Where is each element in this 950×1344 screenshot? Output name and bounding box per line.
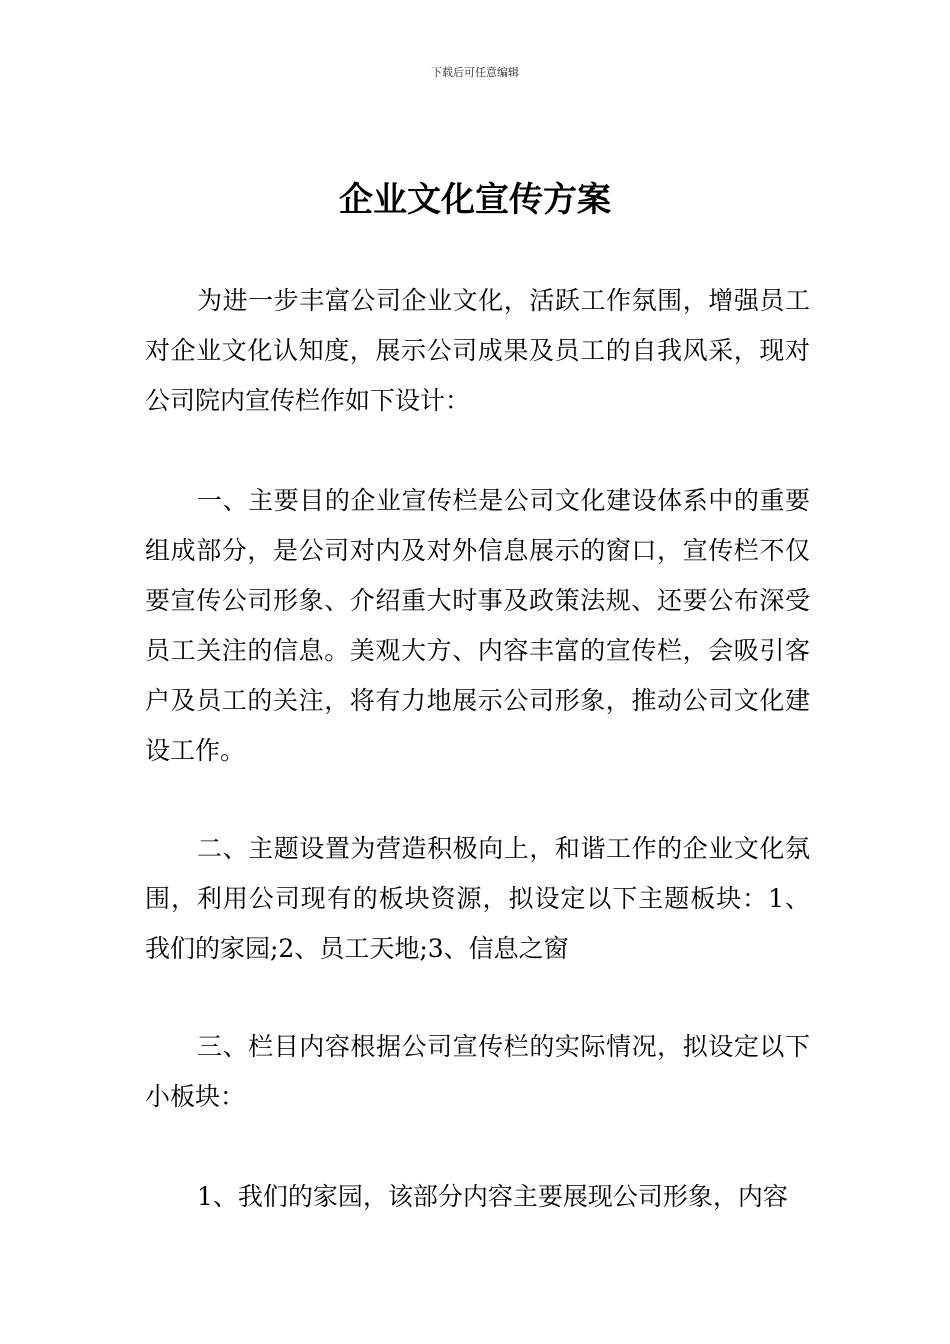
paragraph-text: 二、主题设置为营造积极向上，和谐工作的企业文化氛围，利用公司现有的板块资源，拟设定以下主题板块：1、我们的家园;2、员工天地;3、信息之窗 bbox=[145, 834, 810, 963]
paragraph-theme bbox=[145, 824, 810, 974]
paragraph-content bbox=[145, 1022, 810, 1122]
paragraph-home bbox=[145, 1172, 810, 1222]
paragraph-text: 为进一步丰富公司企业文化，活跃工作氛围，增强员工对企业文化认知度，展示公司成果及员工的自我风采，现对公司院内宣传栏作如下设计： bbox=[145, 286, 810, 415]
paragraph-text: 1、我们的家园，该部分内容主要展现公司形象，内容 bbox=[197, 1182, 788, 1211]
paragraph-intro bbox=[145, 276, 810, 426]
paragraph-text: 一、主要目的企业宣传栏是公司文化建设体系中的重要组成部分，是公司对内及对外信息展示的窗口，宣传栏不仅要宣传公司形象、介绍重大时事及政策法规、还要公布深受员工关注的信息。美观大方、内容丰富的宣传栏，会吸引客户及员工的关注，将有力地展示公司形象，推动公司文化建设工作。 bbox=[145, 486, 810, 765]
paragraph-text: 三、栏目内容根据公司宣传栏的实际情况，拟设定以下小板块： bbox=[145, 1032, 810, 1111]
header-note: 下载后可任意编辑 bbox=[431, 66, 519, 79]
paragraph-purpose bbox=[145, 476, 810, 776]
document-title: 企业文化宣传方案 bbox=[339, 180, 611, 220]
